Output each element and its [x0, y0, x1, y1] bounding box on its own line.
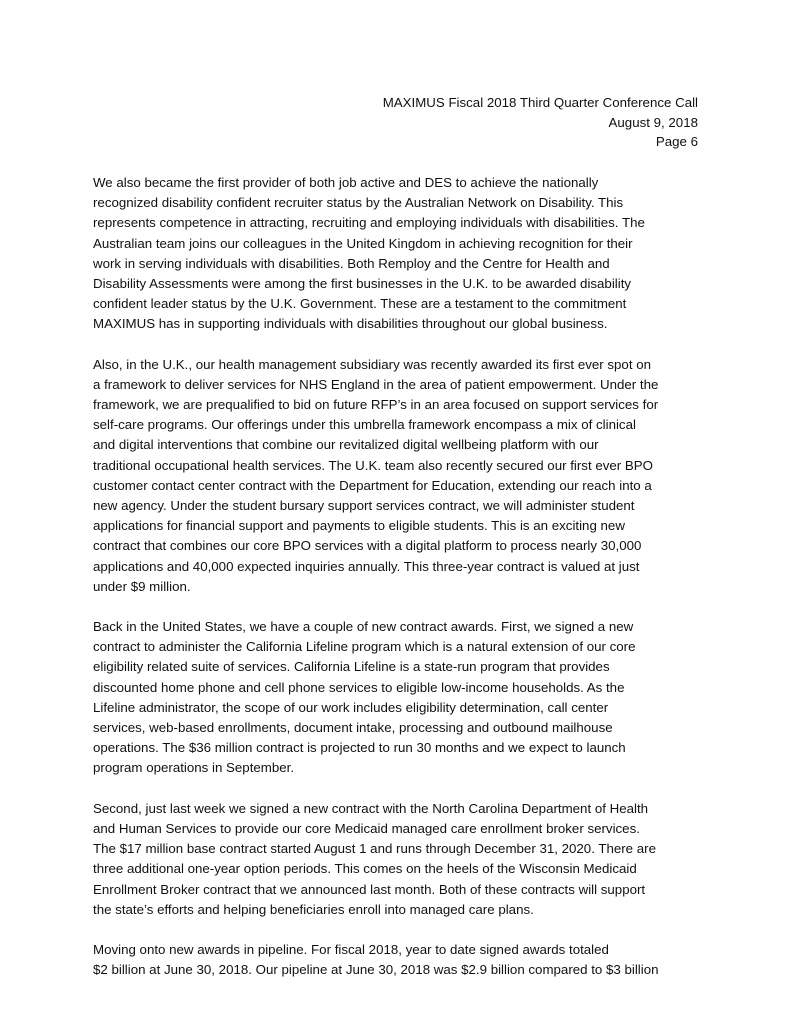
- text-line: represents competence in attracting, recruiting and employing individuals with disabilities. The: [93, 215, 645, 231]
- text-line: work in serving individuals with disabilities. Both Remploy and the Centre for Health and: [93, 255, 610, 271]
- text-line: Australian team joins our colleagues in the United Kingdom in achieving recognition for their: [93, 235, 633, 251]
- text-line: program operations in September.: [93, 760, 295, 776]
- text-line: services, web-based enrollments, document intake, processing and outbound mailhouse: [93, 720, 613, 736]
- text-line: MAXIMUS has in supporting individuals with disabilities throughout our global business.: [93, 316, 608, 332]
- text-line: new agency. Under the student bursary support services contract, we will administer student: [93, 498, 635, 514]
- text-line: operations. The $36 million contract is projected to run 30 months and we expect to launch: [93, 740, 626, 756]
- text-line: applications for financial support and payments to eligible students. This is an exciting new: [93, 518, 625, 534]
- paragraph-pipeline: [93, 940, 703, 980]
- text-line: $2 billion at June 30, 2018. Our pipeline at June 30, 2018 was $2.9 billion compared to $3 billion: [93, 962, 659, 978]
- text-line: We also became the first provider of both job active and DES to achieve the nationally: [93, 175, 599, 190]
- header-page-number: Page 6: [655, 134, 698, 149]
- text-line: Second, just last week we signed a new contract with the North Carolina Department of Health: [93, 800, 649, 816]
- text-line: The $17 million base contract started August 1 and runs through December 31, 2020. There are: [93, 841, 656, 857]
- text-line: eligibility related suite of services. California Lifeline is a state-run program that provides: [93, 659, 610, 675]
- text-line: the state’s efforts and helping beneficiaries enroll into managed care plans.: [93, 901, 534, 917]
- text-line: framework, we are prequalified to bid on future RFP’s in an area focused on support services for: [93, 397, 659, 413]
- text-line: self-care programs. Our offerings under this umbrella framework encompass a mix of clinical: [93, 417, 636, 433]
- text-line: a framework to deliver services for NHS England in the area of patient empowerment. Under the: [93, 376, 659, 392]
- paragraph-australia-disability: [93, 173, 703, 335]
- text-line: Disability Assessments were among the first businesses in the U.K. to be awarded disability: [93, 276, 632, 292]
- page-header: [383, 93, 698, 152]
- text-line: and Human Services to provide our core Medicaid managed care enrollment broker services.: [93, 820, 640, 836]
- text-line: confident leader status by the U.K. Government. These are a testament to the commitment: [93, 296, 627, 312]
- header-title: MAXIMUS Fiscal 2018 Third Quarter Conference Call: [382, 95, 698, 110]
- text-line: Enrollment Broker contract that we announced last month. Both of these contracts will support: [93, 881, 646, 897]
- paragraph-north-carolina-contract: [93, 799, 703, 920]
- paragraph-uk-awards: [93, 355, 703, 597]
- text-line: Also, in the U.K., our health management subsidiary was recently awarded its first ever spot on: [93, 356, 652, 372]
- document-body: [93, 173, 703, 1000]
- header-date: August 9, 2018: [608, 114, 698, 130]
- text-line: Moving onto new awards in pipeline. For fiscal 2018, year to date signed awards totaled: [93, 941, 609, 957]
- text-line: traditional occupational health services. The U.K. team also recently secured our first ever BPO: [93, 457, 653, 473]
- text-line: under $9 million.: [93, 578, 191, 594]
- text-line: and digital interventions that combine our revitalized digital wellbeing platform with our: [93, 437, 599, 453]
- text-line: discounted home phone and cell phone services to eligible low-income households. As the: [93, 679, 625, 695]
- text-line: Back in the United States, we have a couple of new contract awards. First, we signed a new: [93, 619, 634, 635]
- text-line: Lifeline administrator, the scope of our work includes eligibility determination, call center: [93, 699, 609, 715]
- text-line: contract that combines our core BPO services with a digital platform to process nearly 30,000: [93, 538, 642, 554]
- text-line: applications and 40,000 expected inquiries annually. This three-year contract is valued at just: [93, 558, 640, 574]
- paragraph-us-california-lifeline: [93, 617, 703, 779]
- text-line: three additional one-year option periods. This comes on the heels of the Wisconsin Medicaid: [93, 861, 637, 877]
- text-line: recognized disability confident recruiter status by the Australian Network on Disability. This: [93, 195, 624, 211]
- text-line: contract to administer the California Lifeline program which is a natural extension of our core: [93, 639, 636, 655]
- text-line: customer contact center contract with the Department for Education, extending our reach into a: [93, 477, 652, 493]
